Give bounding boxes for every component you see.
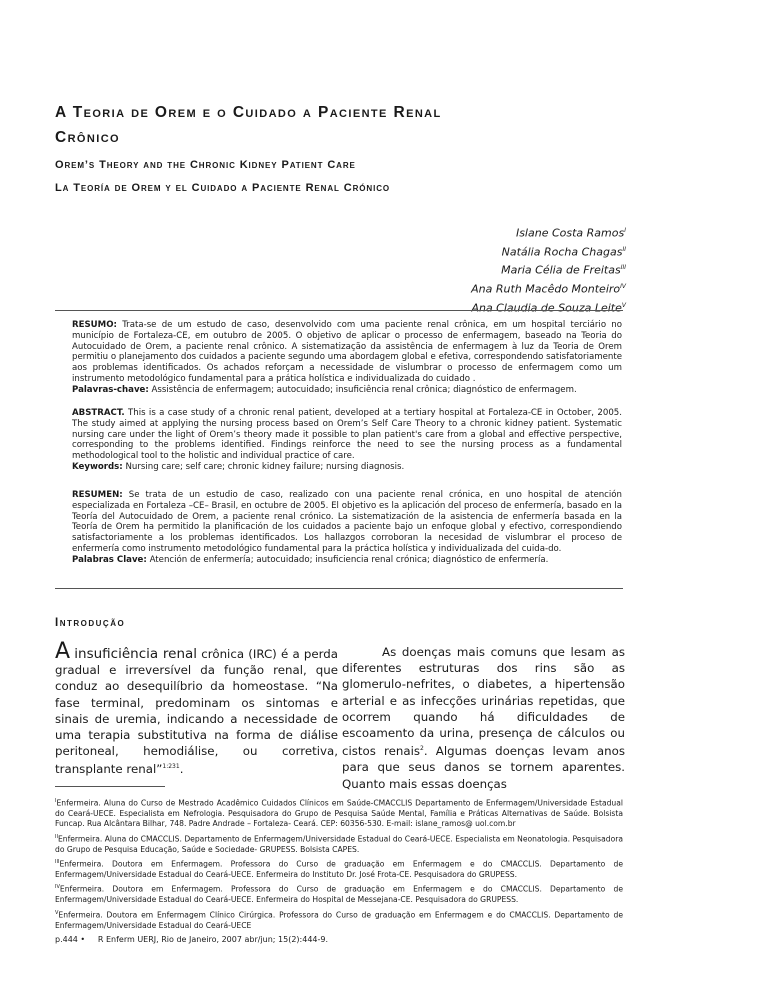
footnote-rule bbox=[55, 786, 165, 787]
page-footer bbox=[55, 935, 328, 944]
lead-words: insuficiência renal bbox=[74, 646, 198, 662]
divider-bottom bbox=[55, 588, 623, 589]
abstract-label: ABSTRACT. bbox=[72, 408, 125, 418]
footnote: $^V$Enfermeira. Doutora em Enfermagem Clínico Cirúrgica. Professora do Curso de graduação em Enfermagem e do CMACCLIS. Departamento de Enfermagem/Universidade Estadual do Ceará-UECE bbox=[55, 909, 623, 930]
footnote: $^I$Enfermeira. Aluna do Curso de Mestrado Acadêmico Cuidados Clínicos em Saúde-CMACCLIS Departamento de Enfermagem/Universidade Estadual do Ceará-UECE. Especialista em Nefrologia. Pesquisadora do Grupo de Pesquisa Saúde Mental, Família e Práticas Alternativas de Saúde. Bolsista Funcap. Rua Alcântara Bilhar, 748. Padre Andrade – Fortaleza- Ceará. CEP: 60356-530. E-mail: islane_ramos@ uol.com.br bbox=[55, 798, 623, 829]
divider-top bbox=[55, 310, 623, 311]
resumen-block bbox=[72, 490, 622, 566]
resumo-text: Trata-se de um estudo de caso, desenvolvido com uma paciente renal crônica, em um hospital terciário no município de Fortaleza-CE, em outubro de 2005. O objetivo de aplicar o processo de enfermagem, baseado na Teoria do Autocuidado de Orem, a paciente renal crônico. A sistematização da assistência de enfermagem à luz da Teoria de Orem permitiu o planejamento dos cuidados a paciente segundo uma abordagem global e efetiva, correspondendo satisfatoriamente aos problemas identificados. Os achados reforçam a necessidade de vislumbrar o processo de enfermagem como um instrumento metodológico fundamental para a prática holística e individualizada do cuidado . bbox=[72, 320, 623, 384]
article-title: A Teoria de Orem e o Cuidado a Paciente Renal Crônico bbox=[55, 104, 442, 146]
author: Maria Célia de Freitas$^{III}$ bbox=[501, 263, 626, 277]
body-text: crônica (IRC) é a perda gradual e irreversível da função renal, que conduz ao desequilíbrio da homeostase. “Na fase terminal, predominam os sintomas e sinais de uremia, indicando a necessidade de uma terapia substitutiva na forma de diálise peritoneal, hemodiálise, ou corretiva, transplante renal” bbox=[55, 647, 339, 777]
abstract-text: This is a case study of a chronic renal patient, developed at a tertiary hospital at Fortaleza-CE in October, 2005. The study aimed at applying the nursing process based on Orem’s Self Care Theory to a chronic kidney patient. Systematic nursing care under the light of Orem’s theory made it possible to plan patient's care from a global and effective perspective, corresponding to the problems identified. Findings reinforce the need to see the nursing process as a fundamental methodological tool to the holistic and individual practice of care. bbox=[72, 408, 622, 462]
author: Islane Costa Ramos$^I$ bbox=[515, 226, 626, 240]
body-column-right: As doenças mais comuns que lesam as diferentes estruturas dos rins são as glomerulo-nefrites, o diabetes, a hipertensão arterial e as infecções urinárias repetidas, que ocorrem quando há dificuldades de escoamento da urina, presença de cálculos ou cistos renais$^2$. Algumas doenças levam anos para que seus danos se tornem aparentes. Quanto mais essas doenças bbox=[342, 645, 625, 791]
resumo-keywords: Assistência de enfermagem; autocuidado; insuficiência renal crônica; diagnóstico de enfermagem. bbox=[151, 384, 577, 395]
resumo-keywords-label: Palavras-chave: bbox=[72, 384, 149, 395]
footnote: $^{IV}$Enfermeira. Doutora em Enfermagem. Professora do Curso de graduação em Enfermagem e do CMACCLIS. Departamento de Enfermagem/Universidade Estadual do Ceará-UECE. Enfermeira do Hospital de Messejana-CE. Pesquisadora do GRUPESS. bbox=[55, 884, 623, 905]
author: Ana Claudia de Souza Leite$^V$ bbox=[471, 301, 626, 315]
resumo-label: RESUMO: bbox=[72, 320, 117, 330]
footnotes bbox=[55, 796, 623, 933]
resumen-text: Se trata de un estudio de caso, realizado con una paciente renal crónica, en uno hospital de atención especializada en Fortaleza –CE– Brasil, en octubre de 2005. El objetivo es la aplicación del proceso de enfermería, basado en la Teoría del Autocuidado de Orem, a paciente renal crónico. La sistematización de la asistencia de enfermería basada en la Teoría de Orem ha permitido la planificación de los cuidados a paciente bajo un enfoque global y efectivo, correspondiendo satisfactoriamente a los problemas identificados. Los hallazgos corroboran la necesidad de vislumbrar el proceso de enfermería como instrumento metodológico fundamental para la práctica holística y individualizada del cuida-do. bbox=[72, 490, 622, 554]
citation-ref: 1:231 bbox=[162, 763, 180, 771]
resumen-keywords: Atención de enfermería; autocuidado; insuficiencia renal crónica; diagnóstico de enfermería. bbox=[149, 554, 549, 565]
author: Ana Ruth Macêdo Monteiro$^{IV}$ bbox=[471, 282, 626, 296]
drop-cap: A bbox=[55, 639, 71, 664]
citation-ref: 2 bbox=[420, 745, 424, 753]
footnote: $^{II}$Enfermeira. Aluna do CMACCLIS. Departamento de Enfermagem/Universidade Estadual do Ceará-UECE. Especialista em Neonatologia. Pesquisadora do Grupo de Pesquisa Educação, Saúde e Sociedade- GRUPESS. Bolsista CAPES. bbox=[55, 833, 623, 854]
page-number: p.444 • bbox=[55, 935, 86, 944]
subtitle-spanish: La Teoría de Orem y el Cuidado a Paciente Renal Crónico bbox=[55, 182, 391, 194]
abstract-keywords: Nursing care; self care; chronic kidney failure; nursing diagnosis. bbox=[125, 461, 405, 472]
abstract-block bbox=[72, 408, 622, 473]
body-column-left: A insuficiência renal crônica (IRC) é a perda gradual e irreversível da função renal, que conduz ao desequilíbrio da homeostase. “Na fase terminal, predominam os sintomas e sinais de uremia, indicando a necessidade de uma terapia substitutiva na forma de diálise peritoneal, hemodiálise, ou corretiva, transplante renal”$^{1:231}$. bbox=[55, 639, 339, 777]
journal-citation: R Enferm UERJ, Rio de Janeiro, 2007 abr/jun; 15(2):444-9. bbox=[97, 935, 329, 944]
section-heading: Introdução bbox=[55, 617, 126, 629]
author-list bbox=[471, 223, 626, 316]
resumen-keywords-label: Palabras Clave: bbox=[72, 554, 147, 565]
resumen-label: RESUMEN: bbox=[72, 490, 123, 500]
footnote: $^{III}$Enfermeira. Doutora em Enfermagem. Professora do Curso de graduação em Enfermagem e do CMACCLIS. Departamento de Enfermagem/Universidade Estadual do Ceará-UECE. Enfermeira do Instituto Dr. José Frota-CE. Pesquisadora do GRUPESS. bbox=[55, 859, 623, 880]
resumo-block bbox=[72, 320, 622, 396]
body-text: As doenças mais comuns que lesam as diferentes estruturas dos rins são as glomerulo-nefrites, o diabetes, a hipertensão arterial e as infecções urinárias repetidas, que ocorrem quando há dificuldades de escoamento da urina, presença de cálculos ou cistos renais bbox=[342, 645, 625, 759]
abstract-keywords-label: Keywords: bbox=[72, 461, 123, 472]
author: Natália Rocha Chagas$^{II}$ bbox=[501, 245, 626, 259]
subtitle-english: Orem’s Theory and the Chronic Kidney Patient Care bbox=[55, 159, 356, 171]
